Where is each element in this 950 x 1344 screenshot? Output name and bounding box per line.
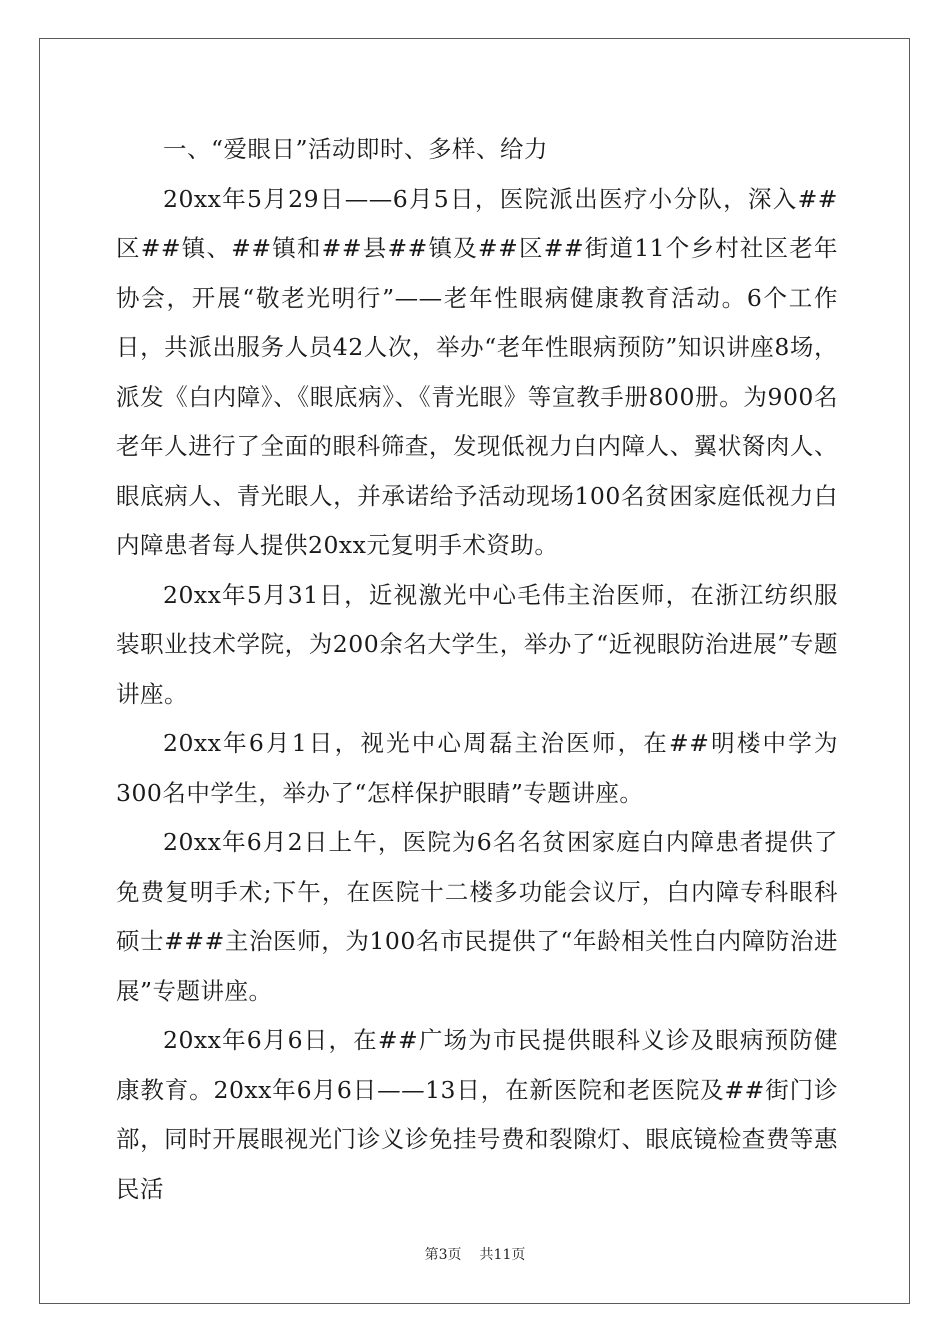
page-number-current: 第3页 xyxy=(424,1247,462,1263)
section-heading: 一、“爱眼日”活动即时、多样、给力 xyxy=(163,135,549,163)
paragraph-outreach: 20xx年5月29日——6月5日，医院派出医疗小分队，深入##区##镇、##镇和##县##镇及##区##街道11个乡村社区老年协会，开展“敬老光明行”——老年性眼病健康教育活动。6个工作日，共派出服务人员42人次，举办“老年性眼病预防”知识讲座8场，派发《白内障》、《眼底病》、《青光眼》等宣教手册800册。为900名老年人进行了全面的眼科筛查，发现低视力白内障人、翼状胬肉人、眼底病人、青光眼人，并承诺给予活动现场100名贫困家庭低视力白内障患者每人提供20xx元复明手术资助。 xyxy=(116,184,838,559)
paragraph-university-lecture: 20xx年5月31日，近视激光中心毛伟主治医师，在浙江纺织服装职业技术学院，为200余名大学生，举办了“近视眼防治进展”专题讲座。 xyxy=(116,580,838,708)
paragraph-surgery-lecture: 20xx年6月2日上午，医院为6名名贫困家庭白内障患者提供了免费复明手术;下午，在医院十二楼多功能会议厅，白内障专科眼科硕士###主治医师，为100名市民提供了“年龄相关性白内障防治进展”专题讲座。 xyxy=(116,828,838,1005)
page-number-total: 共11页 xyxy=(479,1247,526,1263)
paragraph-school-lecture: 20xx年6月1日，视光中心周磊主治医师，在##明楼中学为300名中学生，举办了“怎样保护眼睛”专题讲座。 xyxy=(116,729,838,807)
page-footer xyxy=(0,1246,950,1264)
paragraph-free-clinic: 20xx年6月6日，在##广场为市民提供眼科义诊及眼病预防健康教育。20xx年6月6日——13日，在新医院和老医院及##街门诊部，同时开展眼视光门诊义诊免挂号费和裂隙灯、眼底镜检查费等惠民活 xyxy=(116,1026,838,1203)
document-body xyxy=(116,125,838,1214)
